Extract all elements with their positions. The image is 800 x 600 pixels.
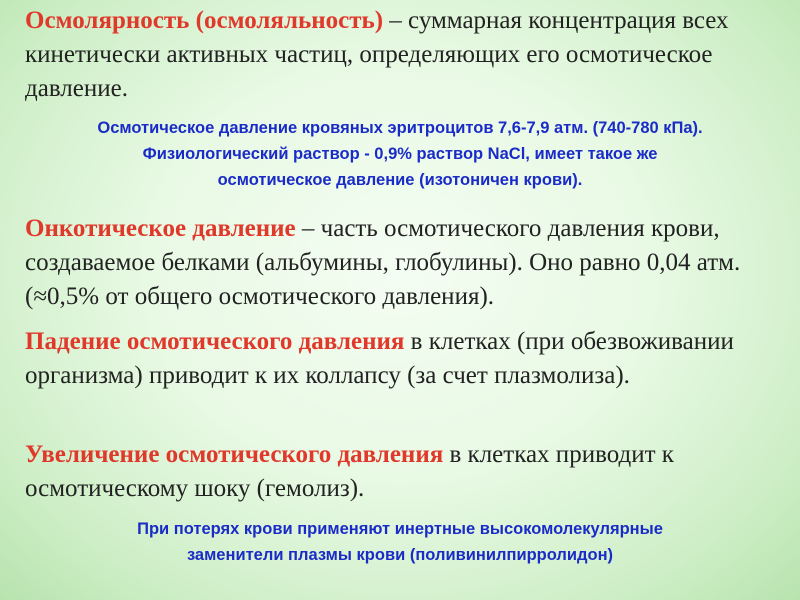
note-line-erythrocytes: Осмотическое давление кровяных эритроцитов 7,6-7,9 атм. (740-780 кПа). [97, 119, 703, 137]
note-line-isotonic: осмотическое давление (изотоничен крови). [217, 171, 583, 189]
note-line-saline: Физиологический раствор - 0,9% раствор NaCl, имеет такое же [142, 145, 658, 163]
term-pressure-drop: Падение осмотического давления [25, 328, 405, 355]
osmolarity-text: – суммарная концентрация всех кинетически активных частиц, определяющих его осмотическое давление. [25, 7, 729, 102]
osmolarity-definition [25, 4, 785, 106]
plasma-substitutes-note [0, 516, 800, 568]
term-osmolarity: Осмолярность (осмоляльность) [25, 7, 384, 34]
pressure-increase-text: в клетках приводит к осмотическому шоку (гемолиз). [25, 441, 674, 502]
term-pressure-increase: Увеличение осмотического давления [25, 441, 444, 468]
oncotic-pressure-definition [25, 212, 785, 314]
note-line-substitutes: заменители плазмы крови (поливинилпирролидон) [186, 546, 614, 564]
oncotic-pressure-text: – часть осмотического давления крови, создаваемое белками (альбумины, глобулины). Оно равно 0,04 атм. (≈0,5% от общего осмотического давления). [25, 215, 741, 310]
note-line-blood-loss: При потерях крови применяют инертные высокомолекулярные [137, 520, 663, 538]
term-oncotic-pressure: Онкотическое давление [25, 215, 296, 242]
pressure-drop-paragraph [25, 325, 785, 393]
osmotic-pressure-note [0, 115, 800, 193]
pressure-increase-paragraph [25, 438, 785, 506]
pressure-drop-text: в клетках (при обезвоживании организма) приводит к их коллапсу (за счет плазмолиза). [25, 328, 734, 389]
